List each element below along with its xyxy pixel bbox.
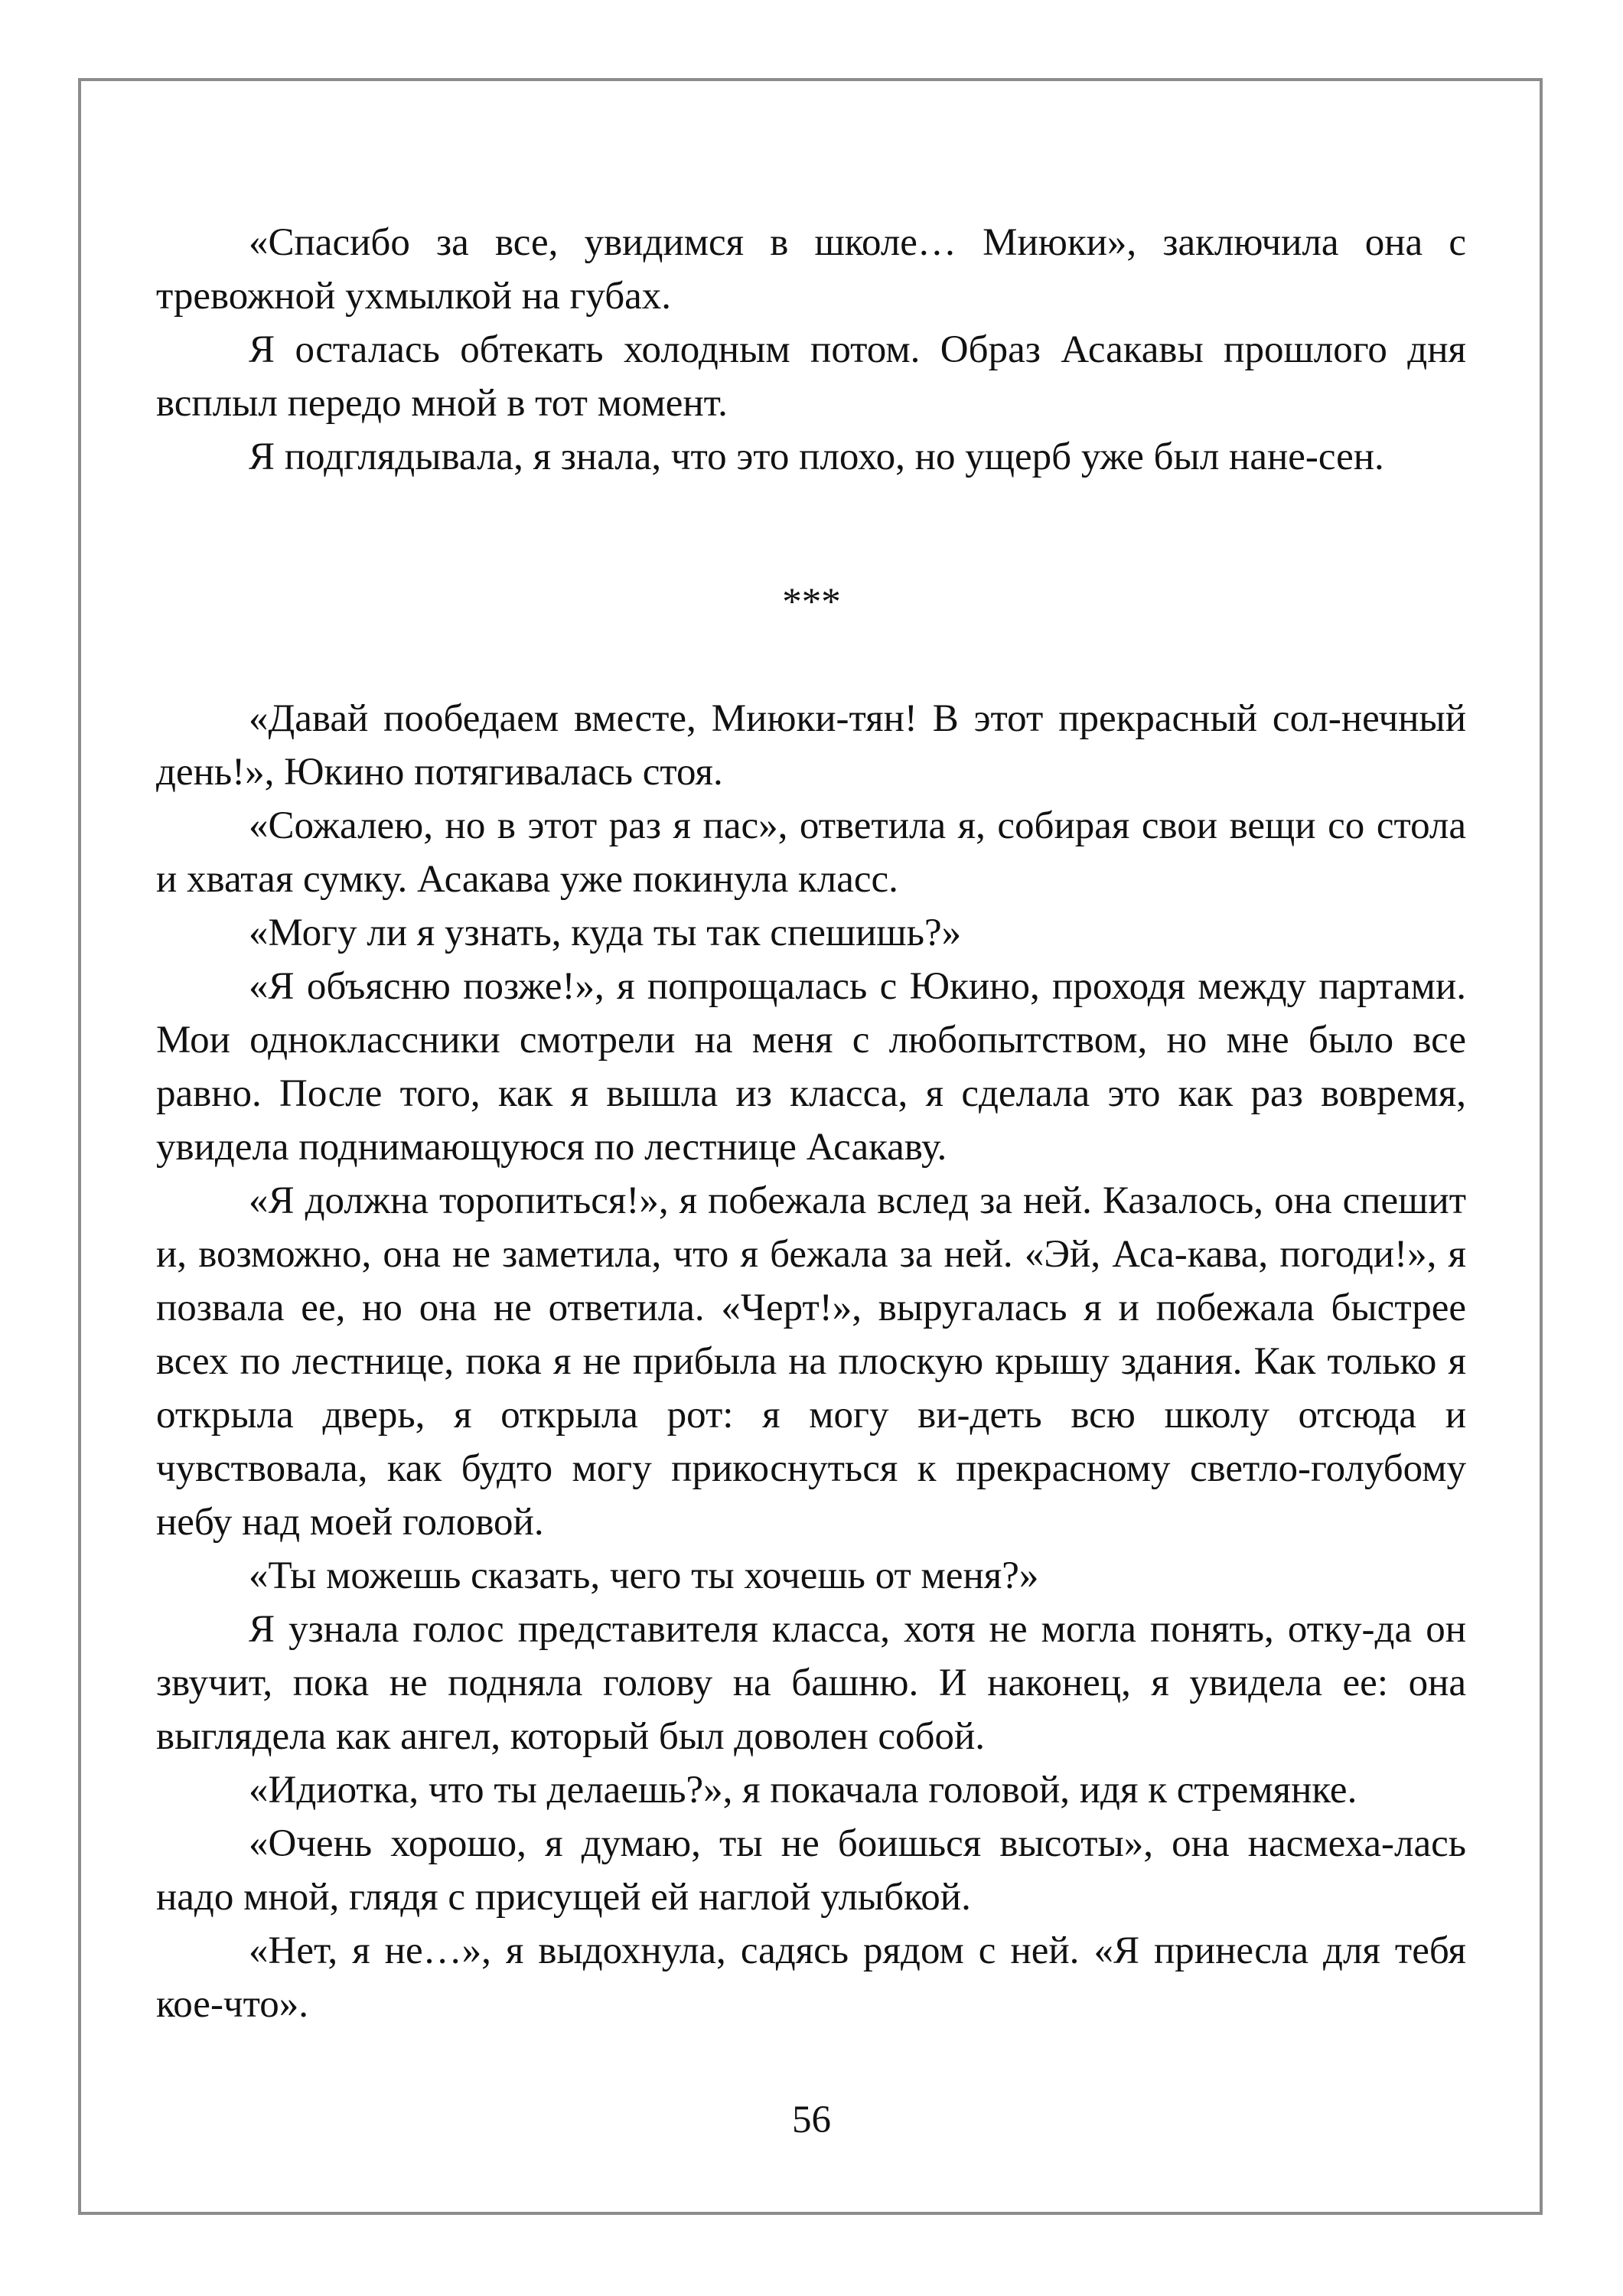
scene-break-separator: *** — [782, 581, 841, 624]
text-block-after-break — [156, 692, 1466, 2031]
paragraph: «Очень хорошо, я думаю, ты не боишься высоты», она насмеха-лась надо мной, глядя с присущей ей наглой улыбкой. — [156, 1822, 1466, 1919]
paragraph: «Сожалею, но в этот раз я пас», ответила я, собирая свои вещи со стола и хватая сумку. Асакава уже покинула класс. — [156, 804, 1466, 901]
page-number: 56 — [792, 2099, 831, 2141]
paragraph: «Нет, я не…», я выдохнула, садясь рядом с ней. «Я принесла для тебя кое-что». — [156, 1929, 1466, 2026]
paragraph: «Давай пообедаем вместе, Миюки-тян! В этот прекрасный сол-нечный день!», Юкино потягивалась стоя. — [156, 697, 1466, 794]
paragraph: «Я объясню позже!», я попрощалась с Юкино, проходя между партами. Мои одноклассники смотрели на меня с любопытством, но мне было все равно. После того, как я вышла из класса, я сделала это как раз вовремя, увидела поднимающуюся по лестнице Асакаву. — [156, 965, 1466, 1169]
paragraph: «Могу ли я узнать, куда ты так спешишь?» — [249, 912, 962, 954]
paragraph: «Идиотка, что ты делаешь?», я покачала головой, идя к стремянке. — [249, 1769, 1357, 1812]
paragraph: Я узнала голос представителя класса, хотя не могла понять, отку-да он звучит, пока не подняла голову на башню. И наконец, я увидела ее: она выглядела как ангел, который был доволен собой. — [156, 1608, 1466, 1758]
paragraph: «Я должна торопиться!», я побежала вслед за ней. Казалось, она спешит и, возможно, она не заметила, что я бежала за ней. «Эй, Аса-кава, погоди!», я позвала ее, но она не ответила. «Черт!», выругалась я и побежала быстрее всех по лестнице, пока я не прибыла на плоскую крышу здания. Как только я открыла дверь, я открыла рот: я могу ви-деть всю школу отсюда и чувствовала, как будто могу прикоснуться к прекрасному светло-голубому небу над моей головой. — [156, 1179, 1466, 1544]
text-block-before-break — [156, 216, 1466, 484]
paragraph: Я подглядывала, я знала, что это плохо, но ущерб уже был нане-сен. — [249, 435, 1384, 478]
paragraph: «Ты можешь сказать, чего ты хочешь от меня?» — [249, 1554, 1039, 1597]
paragraph: Я осталась обтекать холодным потом. Образ Асакавы прошлого дня всплыл передо мной в тот момент. — [156, 328, 1466, 425]
paragraph: «Спасибо за все, увидимся в школе… Миюки», заключила она с тревожной ухмылкой на губах. — [156, 221, 1466, 318]
